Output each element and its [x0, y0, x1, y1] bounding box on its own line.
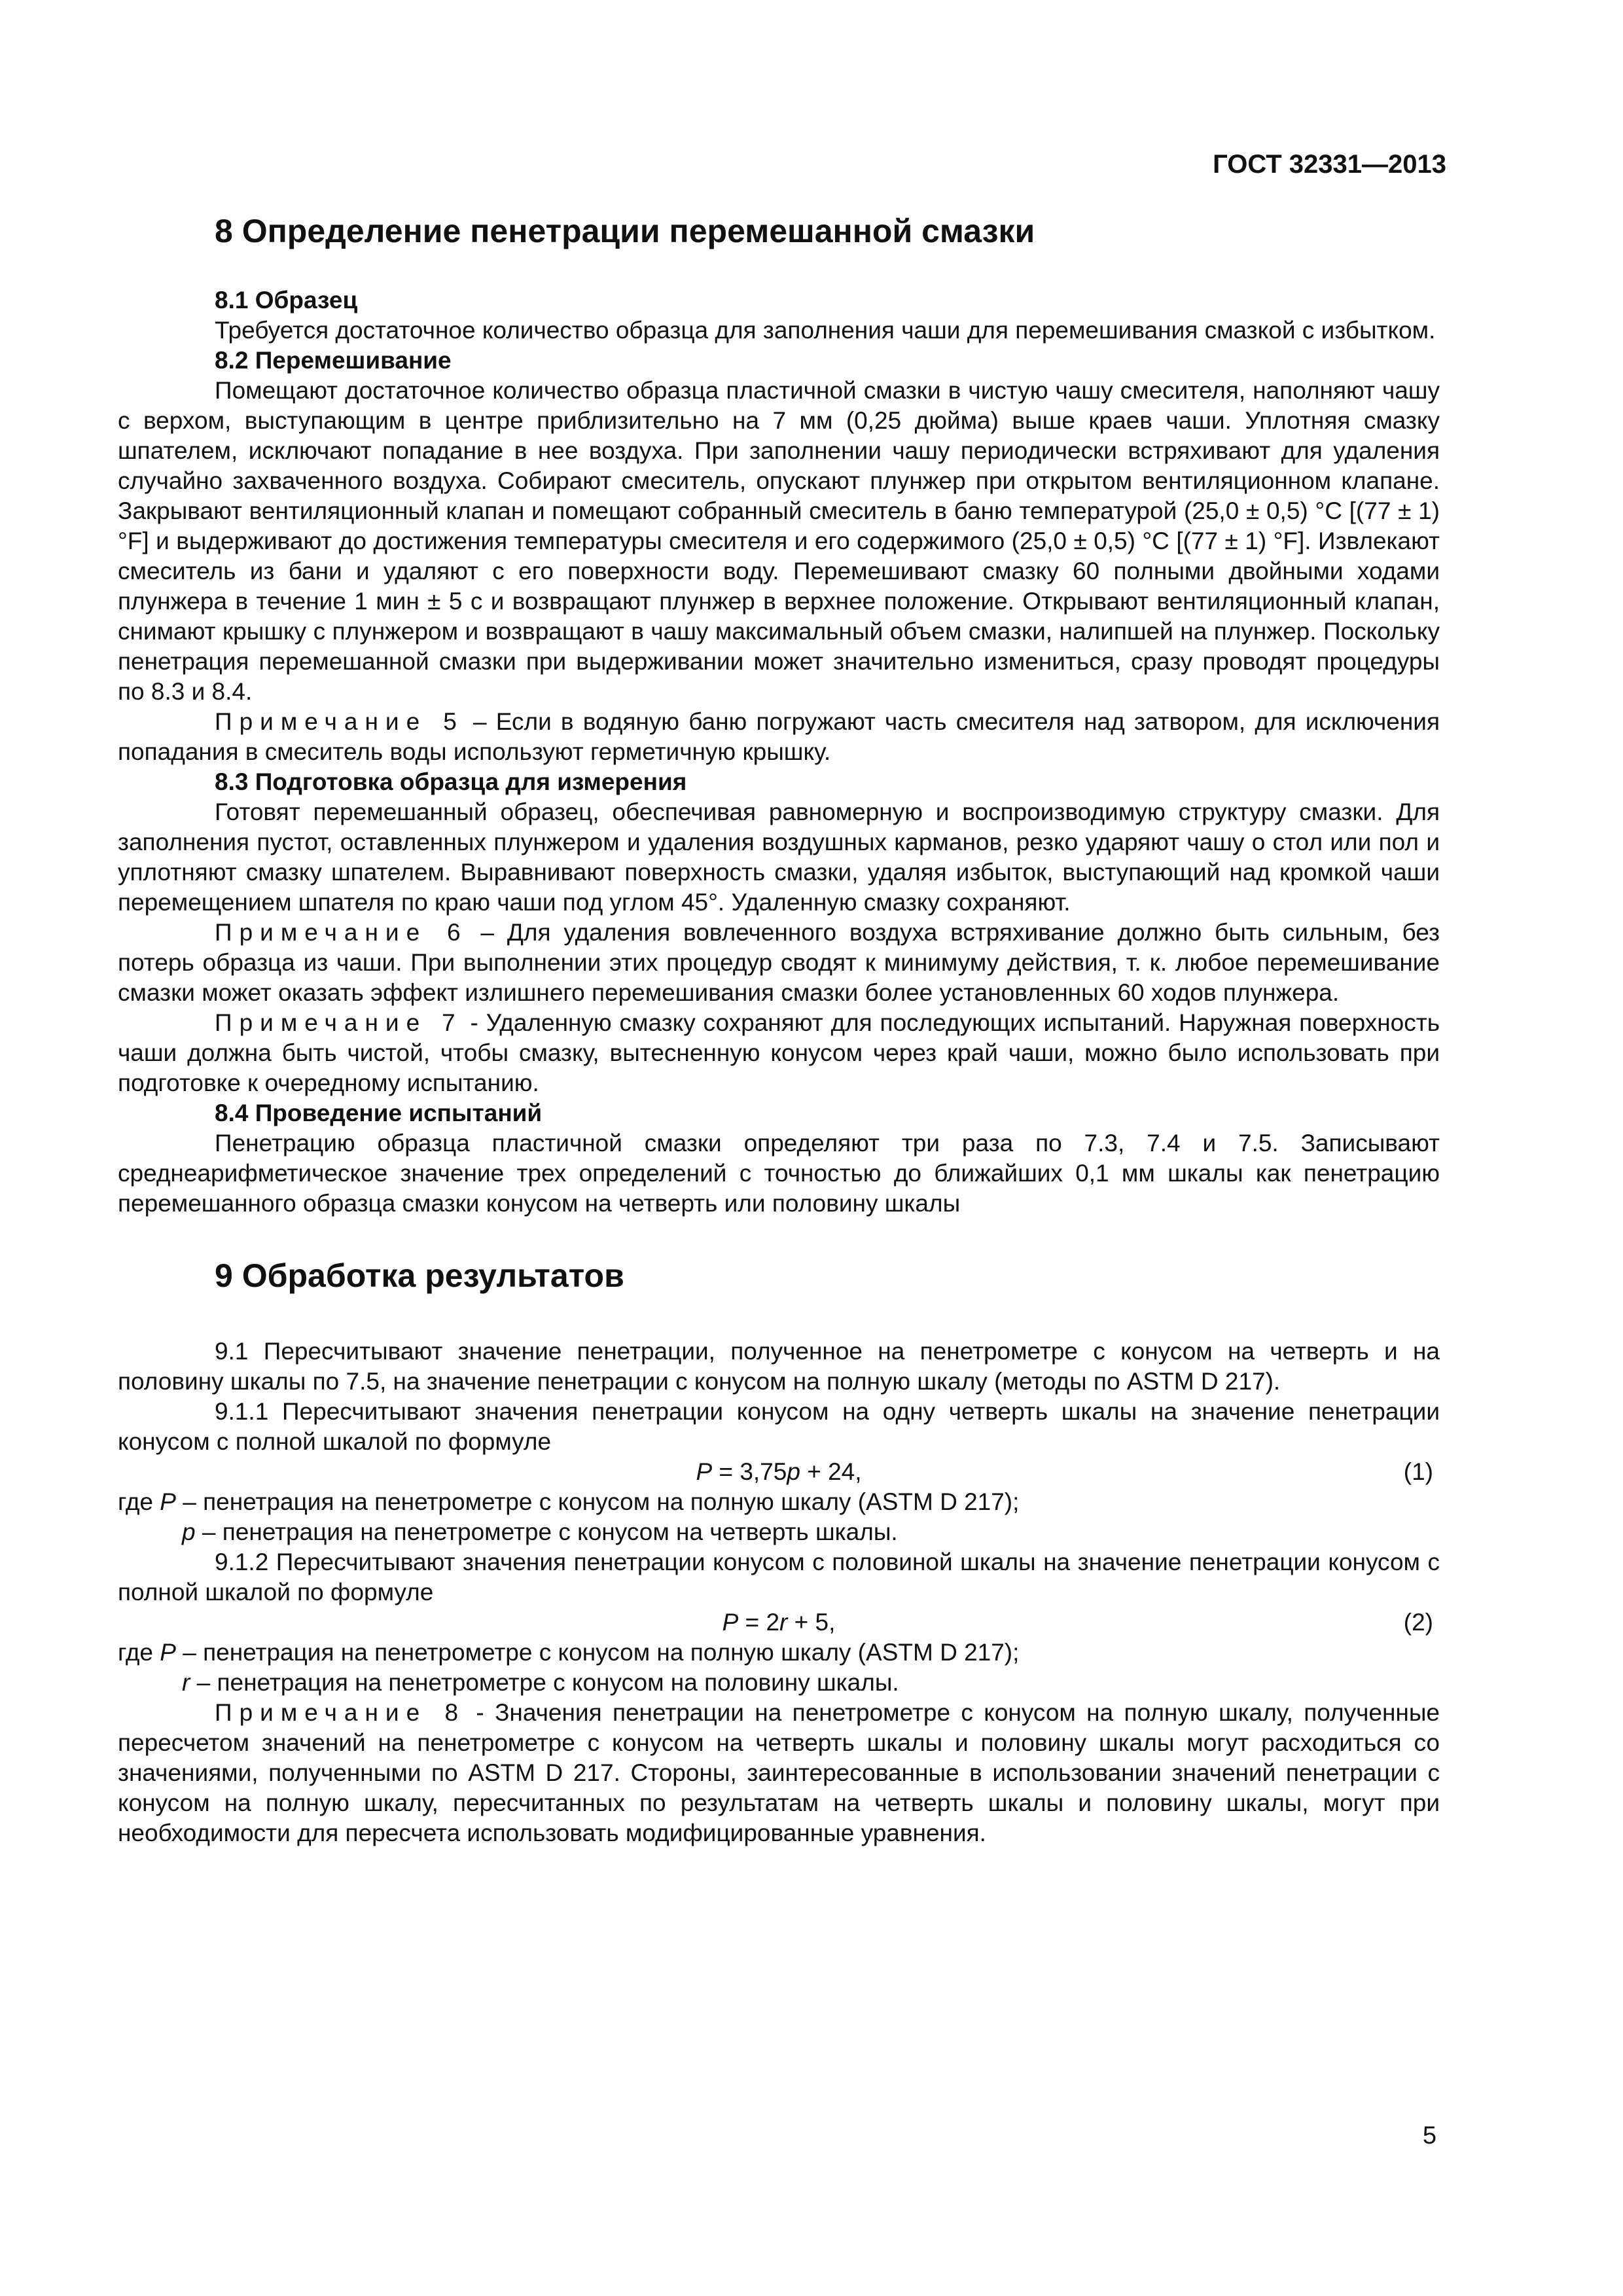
formula-1-expression: P = 3,75p + 24,	[696, 1458, 862, 1485]
subsection-8-4-text: Пенетрацию образца пластичной смазки определяют три раза по 7.3, 7.4 и 7.5. Записывают среднеарифметическое значение трех определений с точностью до ближайших 0,1 мм шкалы как пенетрацию перемешанного образца смазки конусом на четверть или половину шкалы	[118, 1130, 1440, 1217]
note-7-text: - Удаленную смазку сохраняют для последующих испытаний. Наружная поверхность чаши должна быть чистой, чтобы смазку, вытесненную конусом через край чаши, можно было использовать при подготовке к очередному испытанию.	[118, 1009, 1440, 1096]
clause-9-1-text: 9.1 Пересчитывают значение пенетрации, полученное на пенетрометре с конусом на четверть и на половину шкалы по 7.5, на значение пенетрации с конусом на полную шкалу (методы по ASTM D 217).	[118, 1338, 1440, 1395]
note-5-label: Примечание 5	[215, 708, 464, 735]
formula-1-number: (1)	[1403, 1458, 1433, 1485]
formula-2-where-r: r – пенетрация на пенетрометре с конусом на половину шкалы.	[182, 1669, 899, 1696]
formula-1-where-p: p – пенетрация на пенетрометре с конусом на четверть шкалы.	[182, 1518, 898, 1545]
formula-2-number: (2)	[1403, 1609, 1433, 1636]
subsection-8-2-text: Помещают достаточное количество образца пластичной смазки в чистую чашу смесителя, наполняют чашу с верхом, выступающим в центре приблизительно на 7 мм (0,25 дюйма) выше краев чаши. Уплотняя смазку шпателем, исключают попадание в нее воздуха. При заполнении чашу периодически встряхивают для удаления случайно захваченного воздуха. Собирают смеситель, опускают плунжер при открытом вентиляционном клапане. Закрывают вентиляционный клапан и помещают собранный смеситель в баню температурой (25,0 ± 0,5) °С [(77 ± 1) °F] и выдерживают до достижения температуры смесителя и его содержимого (25,0 ± 0,5) °С [(77 ± 1) °F]. Извлекают смеситель из бани и удаляют с его поверхности воду. Перемешивают смазку 60 полными двойными ходами плунжера в течение 1 мин ± 5 с и возвращают плунжер в верхнее положение. Открывают вентиляционный клапан, снимают крышку с плунжером и возвращают в чашу максимальный объем смазки, налипшей на плунжер. Поскольку пенетрация перемешанной смазки при выдерживании может значительно измениться, сразу проводят процедуры по 8.3 и 8.4.	[118, 377, 1440, 705]
note-8-label: Примечание 8	[215, 1699, 466, 1726]
note-8-text: - Значения пенетрации на пенетрометре с конусом на полную шкалу, полученные пересчетом значений на пенетрометре с конусом на четверть шкалы и половину шкалы могут расходиться со значениями, полученными по ASTM D 217. Стороны, заинтересованные в использовании значений пенетрации с конусом на полную шкалу, пересчитанных по результатам на четверть шкалы и половину шкалы, могут при необходимости для пересчета использовать модифицированные уравнения.	[118, 1699, 1440, 1846]
formula-2-expression: P = 2r + 5,	[722, 1609, 836, 1636]
note-7	[118, 1008, 1440, 1098]
note-5-text: – Если в водяную баню погружают часть смесителя над затвором, для исключения попадания в смеситель воды используют герметичную крышку.	[118, 708, 1440, 765]
subsection-8-2-heading: 8.2 Перемешивание	[215, 347, 452, 374]
note-6	[118, 918, 1440, 1008]
formula-2-where-P: где P – пенетрация на пенетрометре с конусом на полную шкалу (ASTM D 217);	[118, 1639, 1020, 1666]
formula-1	[118, 1457, 1440, 1487]
note-8	[118, 1698, 1440, 1848]
clause-9-1-1-text: 9.1.1 Пересчитывают значения пенетрации конусом на одну четверть шкалы на значение пенетрации конусом с полной шкалой по формуле	[118, 1398, 1440, 1455]
section-9-heading: 9 Обработка результатов	[215, 1257, 624, 1294]
note-6-label: Примечание 6	[215, 919, 468, 946]
standard-designation: ГОСТ 32331—2013	[1213, 150, 1446, 179]
note-7-label: Примечание 7	[215, 1009, 463, 1036]
subsection-8-1-text: Требуется достаточное количество образца для заполнения чаши для перемешивания смазкой с избытком.	[215, 317, 1436, 344]
clause-9-1-2-text: 9.1.2 Пересчитывают значения пенетрации конусом с половиной шкалы на значение пенетрации конусом с полной шкалой по формуле	[118, 1549, 1440, 1605]
section-8-heading: 8 Определение пенетрации перемешанной смазки	[215, 213, 1035, 249]
page-number: 5	[1422, 2122, 1436, 2149]
subsection-8-3-heading: 8.3 Подготовка образца для измерения	[215, 768, 687, 795]
formula-1-where-P: где P – пенетрация на пенетрометре с конусом на полную шкалу (ASTM D 217);	[118, 1488, 1020, 1515]
page-content	[118, 208, 1440, 1848]
formula-2	[118, 1607, 1440, 1638]
note-5	[118, 707, 1440, 767]
note-6-text: – Для удаления вовлеченного воздуха встряхивание должно быть сильным, без потерь образца из чаши. При выполнении этих процедур сводят к минимуму действия, т. к. любое перемешивание смазки может оказать эффект излишнего перемешивания смазки более установленных 60 ходов плунжера.	[118, 919, 1440, 1006]
subsection-8-1-heading: 8.1 Образец	[215, 287, 358, 314]
subsection-8-4-heading: 8.4 Проведение испытаний	[215, 1100, 543, 1126]
subsection-8-3-text: Готовят перемешанный образец, обеспечивая равномерную и воспроизводимую структуру смазки. Для заполнения пустот, оставленных плунжером и удаления воздушных карманов, резко ударяют чашу о стол или пол и уплотняют смазку шпателем. Выравнивают поверхность смазки, удаляя избыток, выступающий над кромкой чаши перемещением шпателя по краю чаши под углом 45°. Удаленную смазку сохраняют.	[118, 798, 1440, 916]
